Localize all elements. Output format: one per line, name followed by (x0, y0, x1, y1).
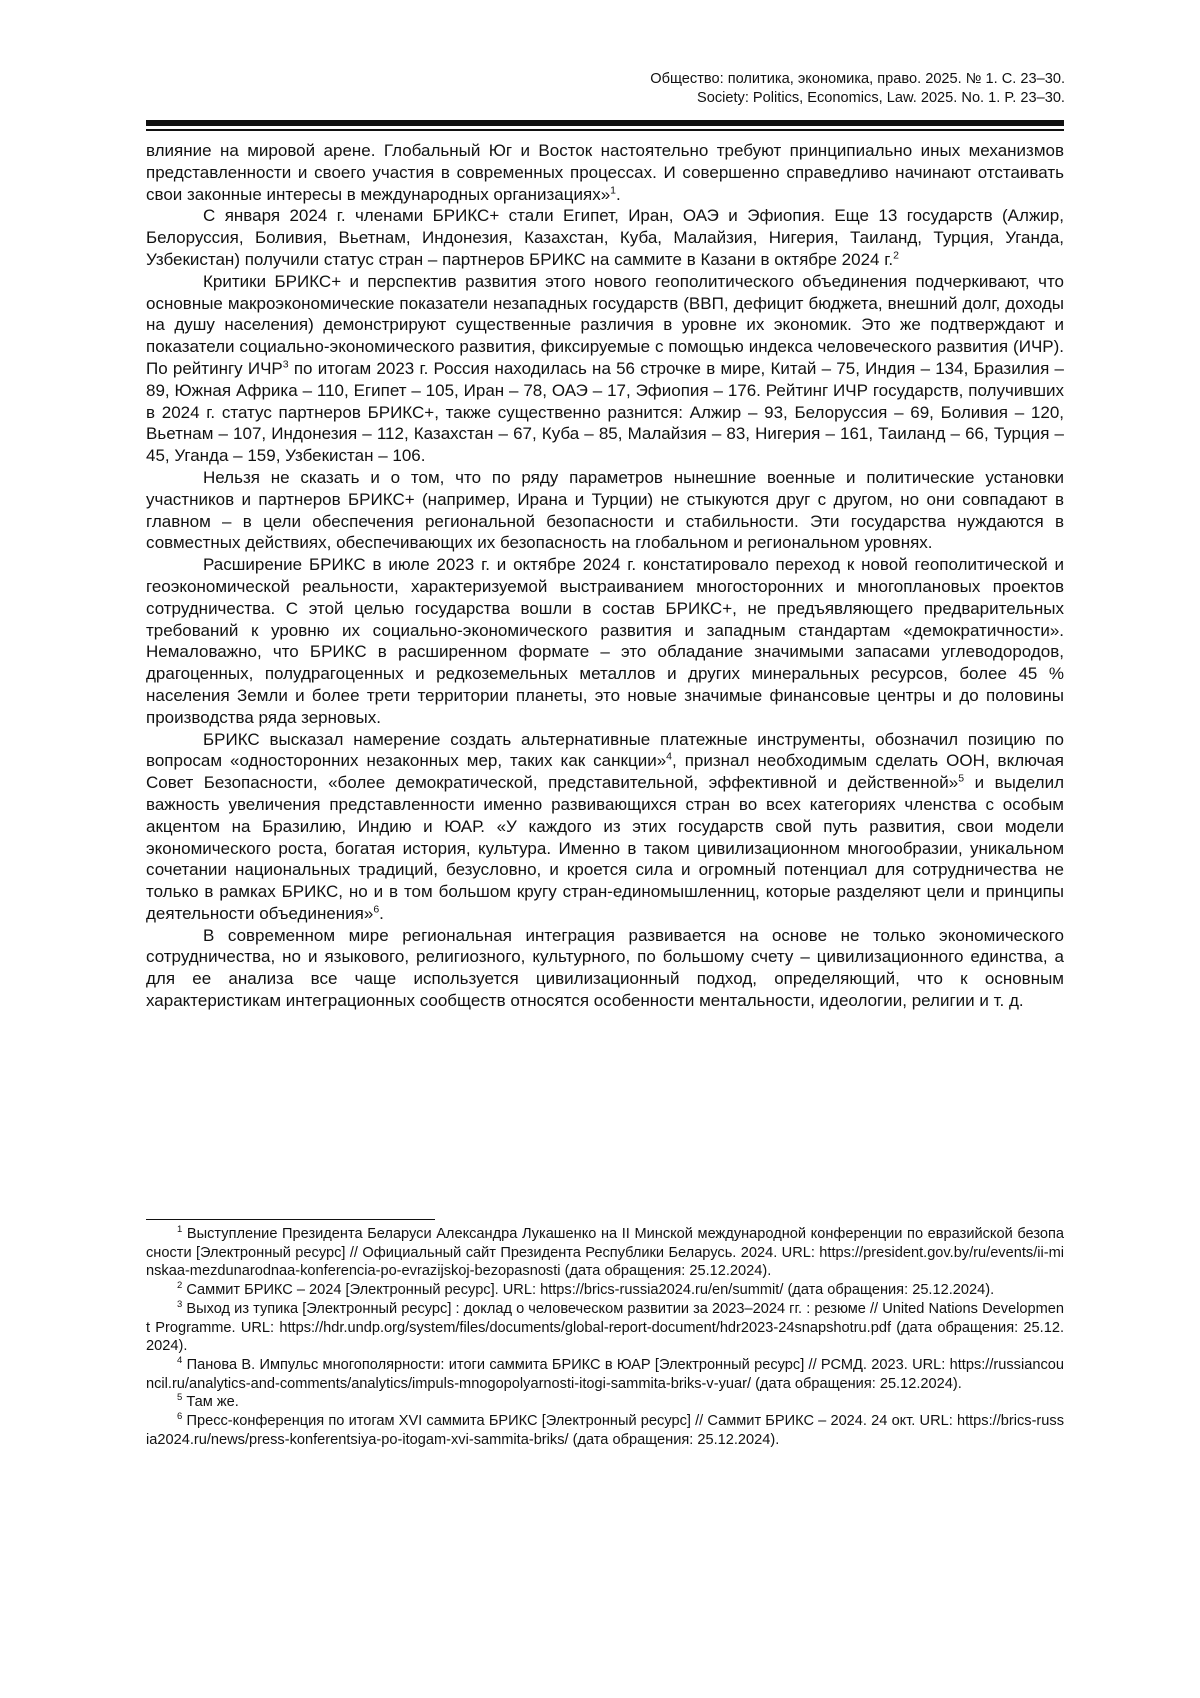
footnote-ref-5[interactable]: 5 (958, 772, 965, 785)
footnote-4: $^4$ Панова В. Импульс многополярности: итоги саммита БРИКС в ЮАР [Электронный ресурс] // РСМД. 2023. URL: https://russiancouncil.ru/analytics-and-comments/analytics/impuls-mnogopolyarnosti-itogi-sammita-briks-v-yuar/ (дата обращения: 25.12.2024). (146, 1355, 1064, 1392)
paragraph-5: Расширение БРИКС в июле 2023 г. и октябре 2024 г. констатировало переход к новой геополитической и геоэкономической реальности, характеризуемой выстраиванием многосторонних и многоплановых проектов сотрудничества. С этой целью государства вошли в состав БРИКС+, не предъявляющего предварительных требований к уровню их социально-экономического развития и западным стандартам «демократичности». Немаловажно, что БРИКС в расширенном формате – это обладание значимыми запасами углеводородов, драгоценных, полудрагоценных и редкоземельных металлов и других минеральных ресурсов, более 45 % населения Земли и более трети территории планеты, это новые значимые финансовые центры и до половины производства ряда зерновых. (146, 555, 1064, 727)
article-body (146, 140, 1064, 1012)
paragraph-6: БРИКС высказал намерение создать альтернативные платежные инструменты, обозначил позицию по вопросам «односторонних незаконных мер, таких как санкции»$^4$, признал необходимым сделать ООН, включая Совет Безопасности, «более демократической, представительной, эффективной и действенной»$^5$ и выделил важность увеличения представленности именно развивающихся стран во всех категориях членства с особым акцентом на Бразилию, Индию и ЮАР. «У каждого из этих государств свой путь развития, свои модели экономического роста, богатая история, культура. Именно в таком цивилизационном многообразии, уникальном сочетании национальных традиций, безусловно, и кроется сила и огромный потенциал для сотрудничества не только в рамках БРИКС, но и в том большом кругу стран-единомышленниц, которые разделяют цели и принципы деятельности объединения»$^6$. (146, 729, 1065, 923)
paragraph-4: Нельзя не сказать и о том, что по ряду параметров нынешние военные и политические установки участников и партнеров БРИКС+ (например, Ирана и Турции) не стыкуются друг с другом, но они совпадают в главном – в цели обеспечения региональной безопасности и стабильности. Эти государства нуждаются в совместных действиях, обеспечивающих их безопасность на глобальном и региональном уровнях. (146, 467, 1064, 553)
footnote-1: $^1$ Выступление Президента Беларуси Александра Лукашенко на II Минской международной конференции по евразийской безопасности [Электронный ресурс] // Официальный сайт Президента Республики Беларусь. 2024. URL: https://president.gov.by/ru/events/ii-minskaa-mezdunarodnaa-konferencia-po-evrazijskoj-bezopasnosti (дата обращения: 25.12.2024). (146, 1224, 1064, 1280)
journal-header (650, 70, 1065, 108)
header-rule-thin (146, 129, 1064, 131)
footnotes (146, 1225, 1064, 1449)
paragraph-7: В современном мире региональная интеграция развивается на основе не только экономического сотрудничества, но и языкового, религиозного, культурного, по большому счету – цивилизационного единства, а для ее анализа все чаще используется цивилизационный подход, определяющий, что к основным характеристикам интеграционных сообществ относятся особенности ментальности, идеологии, религии и т. д. (146, 925, 1064, 1011)
footnote-ref-1[interactable]: 1 (610, 183, 616, 196)
footnote-ref-3[interactable]: 3 (282, 358, 289, 371)
paragraph-2: С января 2024 г. членами БРИКС+ стали Египет, Иран, ОАЭ и Эфиопия. Еще 13 государств (Алжир, Белоруссия, Боливия, Вьетнам, Индонезия, Казахстан, Куба, Малайзия, Нигерия, Таиланд, Турция, Уганда, Узбекистан) получили статус стран – партнеров БРИКС на саммите в Казани в октябре 2024 г.$^2$ (146, 206, 1064, 269)
paragraph-3: Критики БРИКС+ и перспектив развития этого нового геополитического объединения подчеркивают, что основные макроэкономические показатели незападных государств (ВВП, дефицит бюджета, внешний долг, доходы на душу населения) демонстрируют существенные различия в уровне их экономик. Это же подтверждают и показатели социально-экономического развития, фиксируемые с помощью индекса человеческого развития (ИЧР). По рейтингу ИЧР$^3$ по итогам 2023 г. Россия находилась на 56 строчке в мире, Китай – 75, Индия – 134, Бразилия – 89, Южная Африка – 110, Египет – 105, Иран – 78, ОАЭ – 17, Эфиопия – 176. Рейтинг ИЧР государств, получивших в 2024 г. статус партнеров БРИКС+, также существенно разнится: Алжир – 93, Белоруссия – 69, Боливия – 120, Вьетнам – 107, Индонезия – 112, Казахстан – 67, Куба – 85, Малайзия – 83, Нигерия – 161, Таиланд – 66, Турция – 45, Уганда – 159, Узбекистан – 106. (146, 271, 1064, 466)
footnote-ref-6[interactable]: 6 (373, 903, 380, 916)
footnote-ref-4[interactable]: 4 (666, 750, 672, 763)
footnote-2: $^2$ Саммит БРИКС – 2024 [Электронный ресурс]. URL: https://brics-russia2024.ru/en/summit/ (дата обращения: 25.12.2024). (177, 1280, 995, 1299)
footnote-5: $^5$ Там же. (177, 1392, 239, 1411)
header-rule-thick (146, 120, 1064, 126)
paragraph-1: влияние на мировой арене. Глобальный Юг и Восток настоятельно требуют принципиально иных механизмов представленности и своего участия в современных процессах. И совершенно справедливо начинают отстаивать свои законные интересы в международных организациях»$^1$. (146, 141, 1064, 204)
footnote-separator (146, 1219, 435, 1220)
footnote-ref-2[interactable]: 2 (893, 249, 899, 262)
footnote-3: $^3$ Выход из тупика [Электронный ресурс] : доклад о человеческом развитии за 2023–2024 гг. : резюме // United Nations Development Programme. URL: https://hdr.undp.org/system/files/documents/global-report-document/hdr2023-24snapshotru.pdf (дата обращения: 25.12.2024). (146, 1298, 1064, 1355)
footnote-6: $^6$ Пресс-конференция по итогам XVI саммита БРИКС [Электронный ресурс] // Саммит БРИКС – 2024. 24 окт. URL: https://brics-russia2024.ru/news/press-konferentsiya-po-itogam-xvi-sammita-briks/ (дата обращения: 25.12.2024). (146, 1411, 1065, 1448)
header-citation-en: Society: Politics, Economics, Law. 2025. No. 1. P. 23–30. (696, 90, 1065, 106)
header-citation-ru: Общество: политика, экономика, право. 2025. № 1. С. 23–30. (650, 71, 1065, 87)
